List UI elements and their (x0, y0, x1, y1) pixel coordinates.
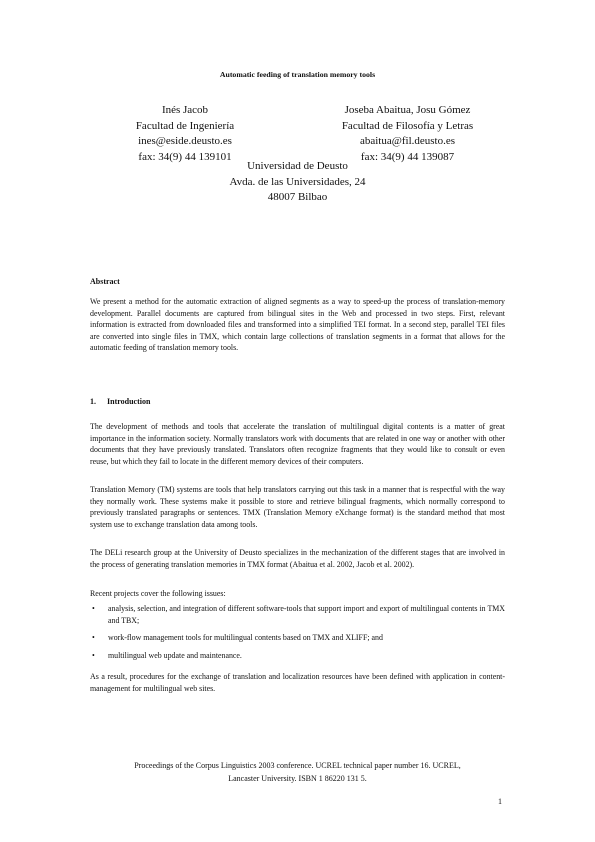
abstract-text: We present a method for the automatic extraction of aligned segments as a way to speed-up the process of translation-memory development. Parallel documents are captured from bilingual sites in the Web and processed in two steps. First, relevant information is extracted from downloaded files and transformed into a simplified TEI format. In a second step, parallel TEI files are converted into single files in TMX, which contain large collections of translation segments in a format that allows for the automatic feeding of translation memory tools. (90, 297, 505, 352)
author-affiliation: Facultad de Ingeniería (135, 119, 235, 132)
footer-line: Proceedings of the Corpus Linguistics 2003 conference. UCREL technical paper number 16. UCREL, (134, 761, 461, 770)
body-paragraph: As a result, procedures for the exchange of translation and localization resources have been defined with application in content-management for multilingual web sites. (90, 672, 505, 693)
author-fax: fax: 34(9) 44 139087 (360, 150, 455, 163)
bullet-text: work-flow management tools for multilingual contents based on TMX and XLIFF; and (108, 633, 383, 642)
section-title: Introduction (107, 397, 151, 406)
author-affiliation: Facultad de Filosofía y Letras (341, 119, 474, 132)
bullet-item (90, 603, 505, 626)
bullet-list (90, 603, 505, 667)
author-name: Inés Jacob (161, 104, 209, 116)
bullet-text: multilingual web update and maintenance. (108, 650, 242, 660)
body-paragraph: The development of methods and tools that accelerate the translation of multilingual digital contents is a matter of great importance in the information society. Normally translators work with documents that are related in one way or another with other documents that they have previously translated. Translators often recognize fragments that they would like to consult or even reuse, but which they fail to locate in the different memory devices of their computers. (90, 422, 505, 466)
section-heading (90, 397, 150, 406)
shared-address (0, 159, 595, 206)
author-right (320, 103, 495, 165)
section-number: 1. (90, 397, 96, 406)
university-name: Universidad de Deusto (247, 160, 348, 172)
bullet-icon: • (92, 650, 95, 660)
body-paragraph: The DELi research group at the University of Deusto specializes in the mechanization of the different stages that are involved in the process of generating translation memories in TMX format (Abaitua et al. 2002, Jacob et al. 2002). (90, 548, 505, 569)
author-name: Joseba Abaitua, Josu Gómez (344, 104, 471, 116)
paper-title: Automatic feeding of translation memory tools (219, 70, 376, 79)
bullet-icon: • (92, 604, 95, 613)
bullet-item (90, 650, 505, 662)
author-left (120, 103, 250, 165)
author-email: ines@eside.deusto.es (138, 135, 232, 147)
page-footer (0, 760, 595, 785)
body-paragraph: Recent projects cover the following issues: (90, 589, 226, 598)
street-address: Avda. de las Universidades, 24 (229, 175, 366, 188)
city-postcode: 48007 Bilbao (267, 191, 328, 203)
abstract-heading: Abstract (90, 277, 120, 286)
bullet-item (90, 632, 505, 644)
body-paragraph: Translation Memory (TM) systems are tools that help translators carrying out this task in a manner that is respectful with the way they normally work. These systems make it possible to store and retrieve bilingual fragments, which normally correspond to previously translated paragraphs or sentences. TMX (Translation Memory eXchange format) is the standard method that most system use to exchange translation data among tools. (90, 485, 505, 529)
bullet-icon: • (92, 633, 95, 642)
bullet-text: analysis, selection, and integration of different software-tools that support import and export of multilingual contents in TMX and TBX; (108, 604, 505, 625)
author-fax: fax: 34(9) 44 139101 (138, 150, 232, 163)
author-email: abaitua@fil.deusto.es (359, 135, 456, 147)
footer-line: Lancaster University. ISBN 1 86220 131 5. (228, 773, 367, 783)
page-number: 1 (498, 797, 502, 806)
